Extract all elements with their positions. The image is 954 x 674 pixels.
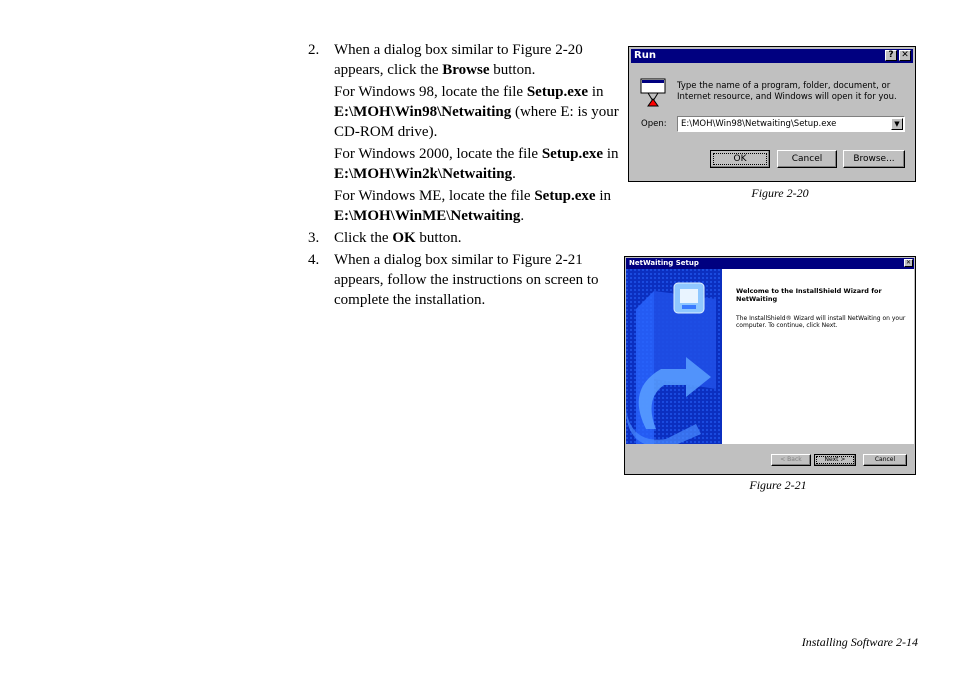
- cancel-button[interactable]: Cancel: [777, 150, 837, 168]
- open-label: Open:: [641, 119, 667, 129]
- ok-button[interactable]: OK: [710, 150, 770, 168]
- step-number: 4.: [308, 252, 320, 268]
- winme-paragraph: For Windows ME, locate the file Setup.exe in E:\MOH\WinME\Netwaiting.: [334, 188, 612, 224]
- step-2: [308, 40, 620, 226]
- open-input[interactable]: E:\MOH\Win98\Netwaiting\Setup.exe: [681, 119, 837, 129]
- step-paragraph: When a dialog box similar to Figure 2-20 appears, click the Browse button.: [334, 42, 583, 78]
- step-4: 4. When a dialog box similar to Figure 2-21 appears, follow the instructions on screen to complete the installation.: [308, 252, 599, 308]
- next-button[interactable]: Next >: [814, 454, 856, 466]
- chevron-down-icon[interactable]: ▼: [891, 118, 903, 130]
- welcome-body: The InstallShield® Wizard will install NetWaiting on your computer. To continue, click Next.: [736, 315, 906, 329]
- win98-paragraph: For Windows 98, locate the file Setup.exe in E:\MOH\Win98\Netwaiting (where E: is your CD-ROM drive).: [334, 84, 619, 140]
- instructions: [308, 40, 620, 310]
- back-button[interactable]: < Back: [771, 454, 811, 466]
- figure-caption: Figure 2-21: [749, 478, 807, 492]
- run-dialog: [628, 46, 916, 182]
- setup-titlebar: NetWaiting Setup ✕: [626, 258, 914, 269]
- wizard-banner: [626, 269, 722, 444]
- browse-term: Browse: [442, 62, 490, 78]
- run-program-icon: [639, 77, 667, 107]
- step-number: 3.: [308, 230, 320, 246]
- step-3: 3. Click the OK button.: [308, 230, 462, 246]
- browse-button[interactable]: Browse...: [843, 150, 905, 168]
- run-description: Type the name of a program, folder, document, or Internet resource, and Windows will open it for you.: [677, 81, 897, 102]
- welcome-heading: Welcome to the InstallShield Wizard for NetWaiting: [736, 287, 882, 303]
- page-footer: Installing Software 2-14: [801, 635, 918, 649]
- step-number: 2.: [308, 42, 320, 58]
- win2000-paragraph: For Windows 2000, locate the file Setup.exe in E:\MOH\Win2k\Netwaiting.: [334, 146, 619, 182]
- run-titlebar: Run ? ✕: [631, 49, 913, 63]
- help-button[interactable]: ?: [885, 50, 897, 61]
- installshield-graphic: [626, 269, 722, 444]
- cancel-button[interactable]: Cancel: [863, 454, 907, 466]
- open-combobox[interactable]: [677, 116, 905, 132]
- wizard-content: [722, 269, 914, 444]
- figure-caption: Figure 2-20: [751, 186, 809, 200]
- close-button[interactable]: ✕: [899, 50, 911, 61]
- setup-dialog: [624, 256, 916, 475]
- close-button[interactable]: ✕: [905, 259, 912, 266]
